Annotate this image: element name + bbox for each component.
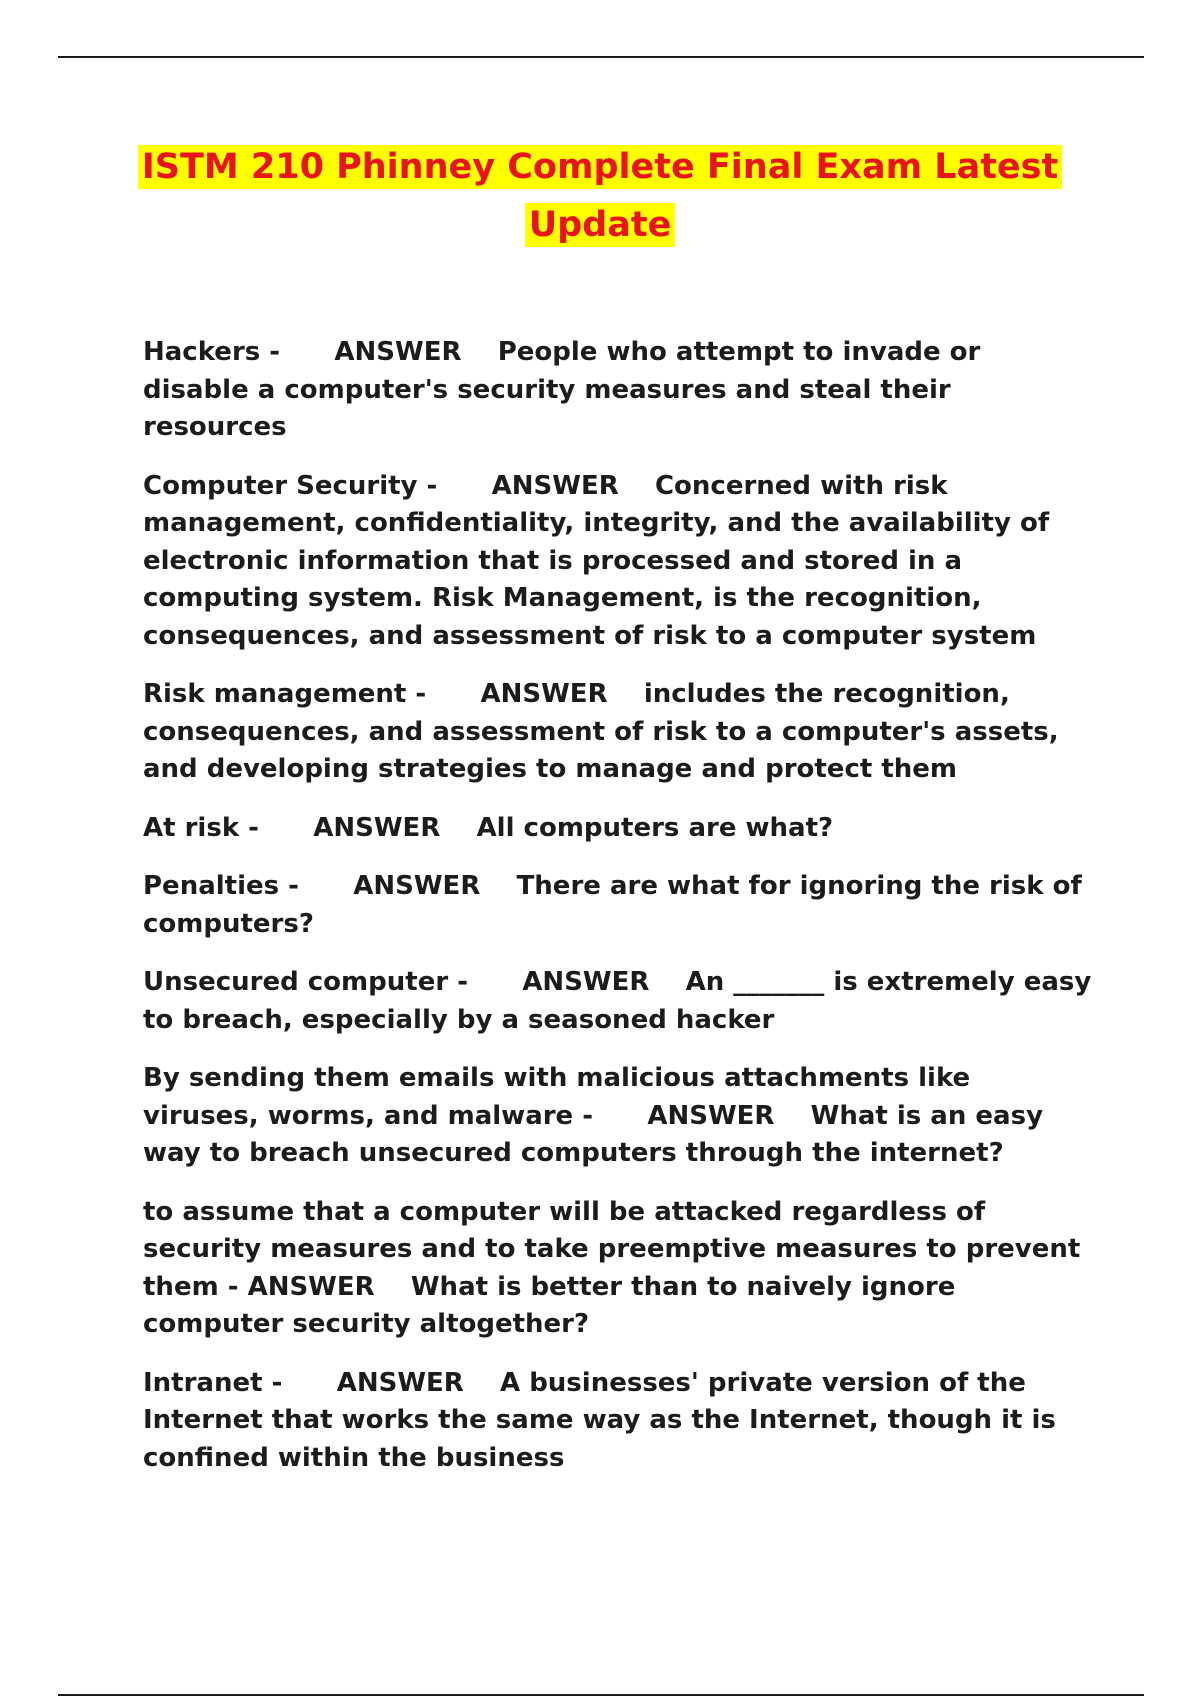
qa-entry: Risk management - ANSWER includes the recognition, consequences, and assessment of risk to a computer's assets, and developing strategies to manage and protect them bbox=[143, 679, 1059, 784]
qa-term: Penalties bbox=[143, 871, 280, 901]
document-title bbox=[100, 138, 1100, 254]
qa-definition: There are what for ignoring the risk of computers? bbox=[143, 871, 1082, 939]
document-title-text: ISTM 210 Phinney Complete Final Exam Latest Update bbox=[138, 145, 1062, 247]
qa-entry: At risk - ANSWER All computers are what? bbox=[143, 812, 834, 843]
qa-term: Hackers bbox=[143, 337, 261, 367]
answer-label: ANSWER bbox=[247, 1271, 375, 1302]
qa-entry: Computer Security - ANSWER Concerned with risk management, confidentiality, integrity, and the availability of electronic information that is processed and stored in a computing system. Risk Management, is the recognition, consequences, and assessment of risk to a computer system bbox=[143, 470, 1050, 651]
qa-term: Computer Security bbox=[143, 470, 418, 501]
qa-definition: What is an easy way to breach unsecured computers through the internet? bbox=[143, 1100, 1044, 1168]
qa-term: to assume that a computer will be attacked regardless of security measures and to take preemptive measures to prevent them bbox=[143, 1196, 1081, 1302]
answer-label: ANSWER bbox=[491, 470, 619, 501]
qa-entry: Penalties - ANSWER There are what for ignoring the risk of computers? bbox=[143, 871, 1082, 939]
qa-term: Risk management bbox=[143, 679, 407, 709]
qa-entry: to assume that a computer will be attacked regardless of security measures and to take preemptive measures to prevent them - ANSWER What is better than to naively ignore computer security altogether? bbox=[143, 1196, 1081, 1339]
qa-entry: Unsecured computer - ANSWER An _______ is extremely easy to breach, especially by a seasoned hacker bbox=[143, 967, 1092, 1035]
qa-term: By sending them emails with malicious attachments like viruses, worms, and malware bbox=[143, 1063, 971, 1131]
qa-definition: includes the recognition, consequences, and assessment of risk to a computer's assets, and developing strategies to manage and protect them bbox=[143, 679, 1059, 784]
qa-entry: Hackers - ANSWER People who attempt to invade or disable a computer's security measures and steal their resources bbox=[143, 337, 981, 442]
answer-label: ANSWER bbox=[313, 812, 441, 843]
qa-term: At risk bbox=[143, 812, 240, 843]
qa-definition: Concerned with risk management, confidentiality, integrity, and the availability of electronic information that is processed and stored in a computing system. Risk Management, is the recognition, consequences, and assessment of risk to a computer system bbox=[143, 470, 1050, 651]
qa-definition: An _______ is extremely easy to breach, especially by a seasoned hacker bbox=[143, 967, 1092, 1035]
qa-term: Unsecured computer bbox=[143, 967, 449, 997]
answer-label: ANSWER bbox=[336, 1367, 464, 1398]
answer-label: ANSWER bbox=[522, 967, 650, 997]
answer-label: ANSWER bbox=[334, 337, 462, 367]
answer-label: ANSWER bbox=[647, 1100, 775, 1131]
answer-label: ANSWER bbox=[480, 679, 608, 709]
qa-definition: What is better than to naively ignore computer security altogether? bbox=[143, 1271, 956, 1339]
top-rule bbox=[58, 56, 1144, 58]
qa-term: Intranet bbox=[143, 1367, 263, 1398]
qa-definition: All computers are what? bbox=[476, 812, 834, 843]
bottom-rule bbox=[58, 1694, 1144, 1696]
qa-definition: A businesses' private version of the Internet that works the same way as the Internet, though it is confined within the business bbox=[143, 1367, 1056, 1473]
answer-label: ANSWER bbox=[353, 871, 481, 901]
qa-entry: By sending them emails with malicious attachments like viruses, worms, and malware - ANSWER What is an easy way to breach unsecured computers through the internet? bbox=[143, 1063, 1044, 1168]
qa-list bbox=[143, 334, 1093, 1498]
qa-definition: People who attempt to invade or disable a computer's security measures and steal their resources bbox=[143, 337, 981, 442]
qa-entry: Intranet - ANSWER A businesses' private version of the Internet that works the same way as the Internet, though it is confined within the business bbox=[143, 1367, 1056, 1473]
